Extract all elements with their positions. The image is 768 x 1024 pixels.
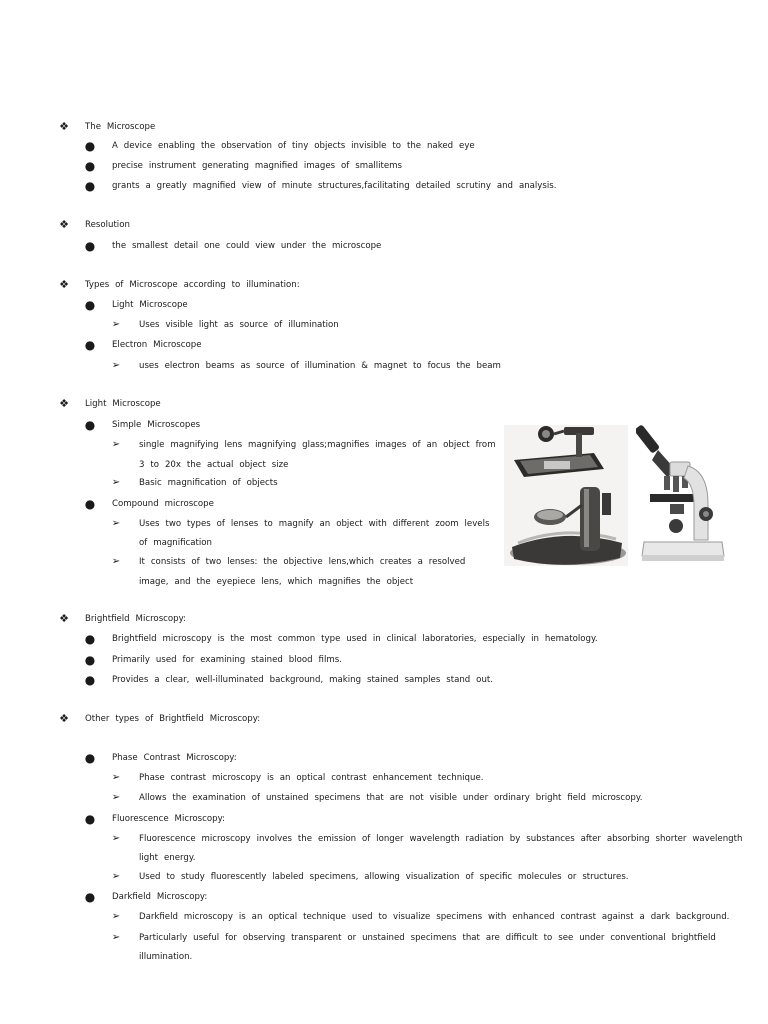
arrow-bullet-icon: ➢ — [111, 360, 121, 371]
sub-list-item-text: 3 to 20x the actual object size — [139, 460, 289, 470]
diamond-bullet-icon: ❖ — [59, 612, 69, 625]
sub-list-item-text: Phase contrast microscopy is an optical contrast enhancement technique. — [139, 773, 484, 783]
arrow-bullet-icon: ➢ — [111, 319, 121, 330]
list-item-text: Darkfield Microscopy: — [112, 892, 208, 902]
round-bullet-icon: ● — [84, 418, 96, 432]
sub-list-item-text: illumination. — [139, 952, 193, 962]
diamond-bullet-icon: ❖ — [59, 278, 69, 291]
sub-list-item-text: uses electron beams as source of illumination & magnet to focus the beam — [139, 361, 501, 371]
list-item-text: Primarily used for examining stained blood films. — [112, 655, 342, 665]
list-item-text: Phase Contrast Microscopy: — [112, 753, 237, 763]
list-item-text: Simple Microscopes — [112, 420, 201, 430]
diamond-bullet-icon: ❖ — [59, 218, 69, 231]
list-item-text: precise instrument generating magnified images of smallitems — [112, 161, 403, 171]
heading-text: Types of Microscope according to illumination: — [85, 280, 300, 290]
sub-list-item-text: Uses two types of lenses to magnify an object with different zoom levels — [139, 519, 490, 529]
diamond-bullet-icon: ❖ — [59, 712, 69, 725]
diamond-bullet-icon: ❖ — [59, 120, 69, 133]
sub-list-item-text: Particularly useful for observing transparent or unstained specimens that are difficult to see under conventional brightfield — [139, 933, 716, 943]
round-bullet-icon: ● — [84, 497, 96, 511]
round-bullet-icon: ● — [84, 653, 96, 667]
sub-list-item-text: It consists of two lenses: the objective lens,which creates a resolved — [139, 557, 466, 567]
round-bullet-icon: ● — [84, 673, 96, 687]
list-item-text: Electron Microscope — [112, 340, 202, 350]
list-item-text: Provides a clear, well-illuminated background, making stained samples stand out. — [112, 675, 493, 685]
round-bullet-icon: ● — [84, 179, 96, 193]
list-item-text: Compound microscope — [112, 499, 214, 509]
round-bullet-icon: ● — [84, 139, 96, 153]
list-item-text: Fluorescence Microscopy: — [112, 814, 225, 824]
arrow-bullet-icon: ➢ — [111, 772, 121, 783]
round-bullet-icon: ● — [84, 890, 96, 904]
arrow-bullet-icon: ➢ — [111, 932, 121, 943]
heading-text: Brightfield Microscopy: — [85, 614, 186, 624]
diamond-bullet-icon: ❖ — [59, 397, 69, 410]
arrow-bullet-icon: ➢ — [111, 477, 121, 488]
simple-microscope-image — [504, 425, 628, 566]
arrow-bullet-icon: ➢ — [111, 439, 121, 450]
list-item-text: grants a greatly magnified view of minute structures,facilitating detailed scrutiny and analysis. — [112, 181, 557, 191]
round-bullet-icon: ● — [84, 751, 96, 765]
sub-list-item-text: Basic magnification of objects — [139, 478, 278, 488]
heading-text: The Microscope — [85, 122, 156, 132]
list-item-text: the smallest detail one could view under the microscope — [112, 241, 382, 251]
arrow-bullet-icon: ➢ — [111, 792, 121, 803]
sub-list-item-text: Fluorescence microscopy involves the emission of longer wavelength radiation by substances after absorbing shorter wavelength — [139, 834, 743, 844]
round-bullet-icon: ● — [84, 239, 96, 253]
list-item-text: Brightfield microscopy is the most common type used in clinical laboratories, especially in hematology. — [112, 634, 598, 644]
arrow-bullet-icon: ➢ — [111, 833, 121, 844]
sub-list-item-text: image, and the eyepiece lens, which magnifies the object — [139, 577, 414, 587]
arrow-bullet-icon: ➢ — [111, 518, 121, 529]
sub-list-item-text: Uses visible light as source of illumination — [139, 320, 339, 330]
sub-list-item-text: Darkfield microscopy is an optical technique used to visualize specimens with enhanced contrast against a dark background. — [139, 912, 730, 922]
round-bullet-icon: ● — [84, 632, 96, 646]
round-bullet-icon: ● — [84, 159, 96, 173]
arrow-bullet-icon: ➢ — [111, 871, 121, 882]
round-bullet-icon: ● — [84, 812, 96, 826]
sub-list-item-text: of magnification — [139, 538, 213, 548]
heading-text: Light Microscope — [85, 399, 161, 409]
list-item-text: A device enabling the observation of tiny objects invisible to the naked eye — [112, 141, 475, 151]
sub-list-item-text: light energy. — [139, 853, 196, 863]
sub-list-item-text: Allows the examination of unstained specimens that are not visible under ordinary bright field microscopy. — [139, 793, 643, 803]
heading-text: Other types of Brightfield Microscopy: — [85, 714, 261, 724]
list-item-text: Light Microscope — [112, 300, 188, 310]
arrow-bullet-icon: ➢ — [111, 911, 121, 922]
sub-list-item-text: Used to study fluorescently labeled specimens, allowing visualization of specific molecules or structures. — [139, 872, 629, 882]
compound-microscope-image — [636, 422, 728, 570]
round-bullet-icon: ● — [84, 338, 96, 352]
sub-list-item-text: single magnifying lens magnifying glass;magnifies images of an object from — [139, 440, 496, 450]
round-bullet-icon: ● — [84, 298, 96, 312]
arrow-bullet-icon: ➢ — [111, 556, 121, 567]
heading-text: Resolution — [85, 220, 130, 230]
